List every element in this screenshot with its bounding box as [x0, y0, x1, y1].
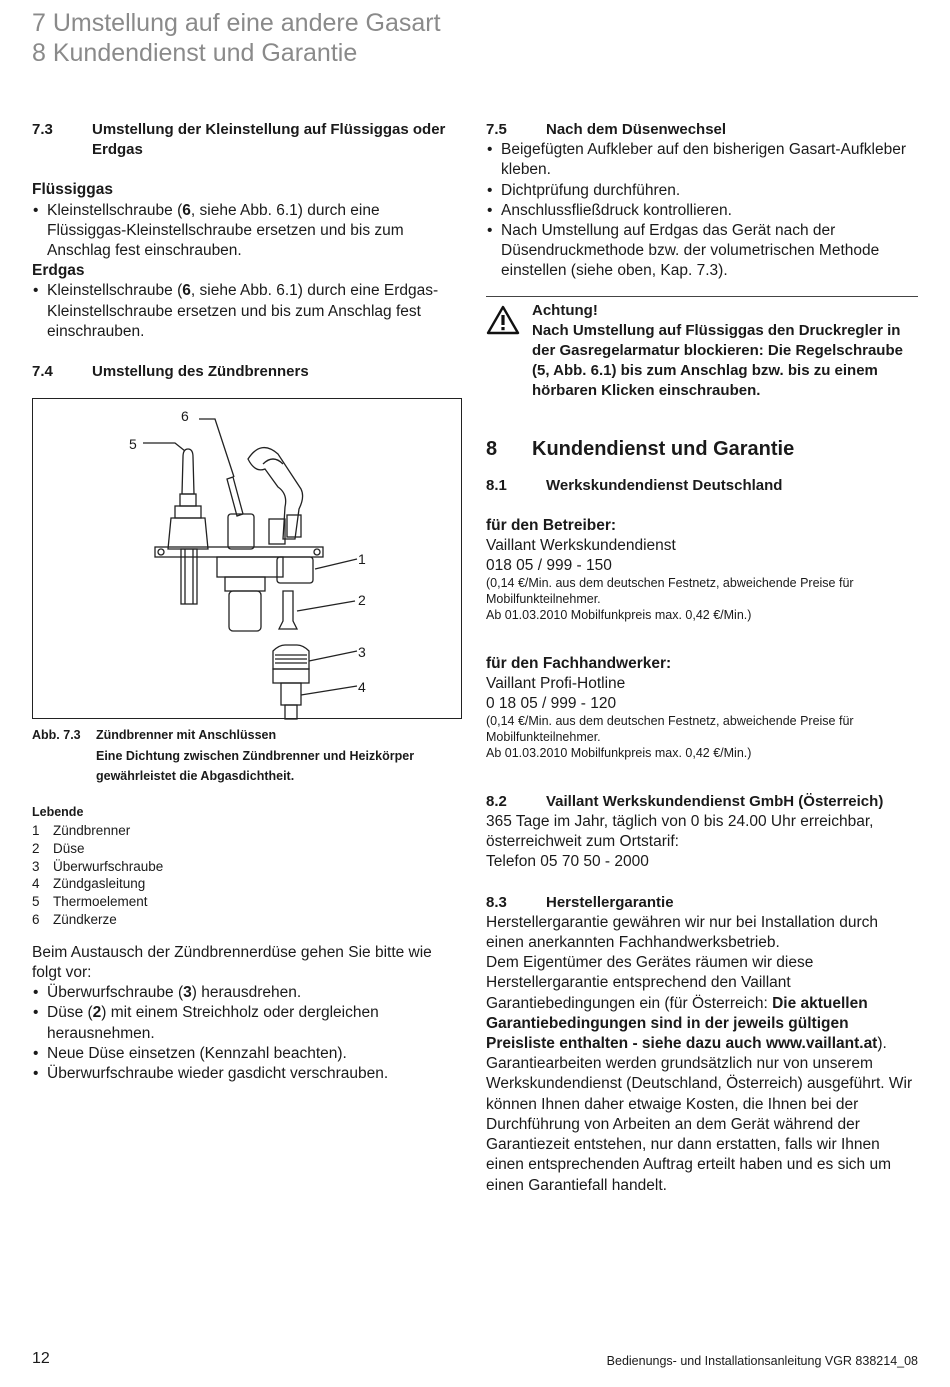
- legend-item: 2 Düse: [32, 840, 85, 856]
- warranty-paragraph-2: Dem Eigentümer des Gerätes räumen wir diese Herstellergarantie entsprechend den Vaillant Garantiebedingungen ein (für Österreich: Die aktuellen Garantiebedingungen sind in der jeweils gültigen Preisliste enthalten - siehe dazu auch www.vaillant.at).: [486, 954, 887, 1053]
- section-number: 8.1: [486, 476, 507, 494]
- section-8-3-heading: [486, 893, 918, 913]
- legend-item: 1 Zündbrenner: [32, 822, 131, 838]
- steps-list: [32, 983, 462, 1084]
- betreiber-note: (0,14 €/Min. aus dem deutschen Festnetz, abweichende Preise für Mobilfunkteilnehmer. Ab 01.03.2010 Mobilfunkpreis max. 0,42 €/Min.): [486, 576, 854, 623]
- section-number: 7.3: [32, 121, 53, 138]
- section-8-2-heading: [486, 792, 918, 812]
- fachhandwerker-phone: 0 18 05 / 999 - 120: [486, 695, 617, 713]
- section-number: 7.5: [486, 121, 507, 138]
- fachhandwerker-name: Vaillant Profi-Hotline: [486, 675, 626, 693]
- section-number: 8.2: [486, 792, 507, 810]
- section-title: Werkskundendienst Deutschland: [546, 476, 783, 494]
- page-number: 12: [32, 1350, 50, 1367]
- legend-item: 3 Überwurfschraube: [32, 858, 164, 874]
- warning-title: Achtung!: [532, 301, 598, 319]
- austria-service-text: 365 Tage im Jahr, täglich von 0 bis 24.00 Uhr erreichbar, österreichweit zum Ortstarif:: [486, 813, 874, 851]
- left-column: [32, 120, 462, 1084]
- section-8-1-heading: [486, 476, 918, 496]
- fluessiggas-title: Flüssiggas: [32, 181, 113, 199]
- section-7-3-heading: [32, 120, 462, 160]
- section-title: Herstellergarantie: [546, 893, 674, 911]
- pilot-burner-drawing: [33, 399, 463, 720]
- legend-item: 4 Zündgasleitung: [32, 876, 146, 892]
- warranty-paragraph-3: Garantiearbeiten werden grundsätzlich nur von unserem Werkskundendienst (Deutschland, Österreich) ausgeführt. Wir können Ihnen daher etwaige Kosten, die Ihnen bei der Durchführung von Arbeiten an dem Gerät während der Garantiezeit entstehen, nur dann erstatten, falls wir Ihnen einen entsprechenden Auftrag erteilt haben und es sich um einen Garantiefall handelt.: [486, 1055, 913, 1194]
- betreiber-title: für den Betreiber:: [486, 516, 617, 534]
- callout-2: 2: [358, 592, 366, 609]
- warranty-paragraph-1: Herstellergarantie gewähren wir nur bei Installation durch einen anerkannten Fachhandwerksbetrieb.: [486, 913, 879, 952]
- erdgas-title: Erdgas: [32, 262, 85, 280]
- after-nozzle-list: [486, 140, 918, 281]
- pilot-burner-figure: [32, 398, 462, 719]
- warning-triangle-icon: [486, 305, 520, 335]
- betreiber-phone: 018 05 / 999 - 150: [486, 557, 612, 575]
- list-item: • Dichtprüfung durchführen.: [486, 181, 918, 201]
- list-item: • Nach Umstellung auf Erdgas das Gerät nach der Düsendruckmethode bzw. der volumetrischen Methode einstellen (siehe oben, Kap. 7.3).: [486, 221, 918, 282]
- austria-service-phone: Telefon 05 70 50 - 2000: [486, 853, 649, 871]
- callout-6: 6: [181, 408, 189, 425]
- callout-1: 1: [358, 551, 366, 568]
- header-line-2: 8 Kundendienst und Garantie: [32, 39, 358, 67]
- section-title: Umstellung der Kleinstellung auf Flüssiggas oder Erdgas: [92, 121, 446, 159]
- section-title: Vaillant Werkskundendienst GmbH (Österreich): [546, 792, 884, 810]
- section-title: Umstellung des Zündbrenners: [92, 363, 309, 381]
- list-item: • Beigefügten Aufkleber auf den bisherigen Gasart-Aufkleber kleben.: [486, 140, 918, 180]
- legend-title: Lebende: [32, 805, 84, 820]
- fachhandwerker-title: für den Fachhandwerker:: [486, 654, 672, 672]
- steps-intro: Beim Austausch der Zündbrennerdüse gehen Sie bitte wie folgt vor:: [32, 943, 432, 981]
- callout-5: 5: [129, 436, 137, 453]
- list-item: • Düse (2) mit einem Streichholz oder dergleichen herausnehmen.: [32, 1003, 462, 1043]
- caption-title: Zündbrenner mit Anschlüssen: [96, 728, 277, 743]
- list-item: • Kleinstellschraube (6, siehe Abb. 6.1) durch eine Flüssiggas-Kleinstellschraube ersetzen und bis zum Anschlag fest einschrauben.: [32, 201, 462, 262]
- section-title: Nach dem Düsenwechsel: [546, 121, 727, 138]
- list-item: • Kleinstellschraube (6, siehe Abb. 6.1) durch eine Erdgas-Kleinstellschraube ersetzen und bis zum Anschlag fest einschrauben.: [32, 281, 462, 342]
- list-item: • Überwurfschraube wieder gasdicht verschrauben.: [32, 1064, 462, 1084]
- legend: [32, 804, 462, 929]
- warning-text: Nach Umstellung auf Flüssiggas den Druckregler in der Gasregelarmatur blockieren: Die Regelschraube (5, Abb. 6.1) bis zum Anschlag bzw. bis zu einem hörbaren Klicken einschrauben.: [532, 321, 903, 400]
- list-item: • Anschlussfließdruck kontrollieren.: [486, 201, 918, 221]
- page-header: [32, 8, 441, 68]
- caption-label: Abb. 7.3: [32, 728, 81, 743]
- right-column: [486, 120, 918, 1196]
- legend-item: 5 Thermoelement: [32, 894, 148, 910]
- header-line-1: 7 Umstellung auf eine andere Gasart: [32, 9, 441, 37]
- list-item: • Neue Düse einsetzen (Kennzahl beachten).: [32, 1044, 462, 1064]
- section-number: 8.3: [486, 893, 507, 911]
- list-item: • Überwurfschraube (3) herausdrehen.: [32, 983, 462, 1003]
- section-number: 8: [486, 437, 498, 460]
- section-number: 7.4: [32, 363, 53, 381]
- figure-caption: [32, 725, 462, 786]
- section-7-4-heading: [32, 362, 462, 382]
- legend-item: 6 Zündkerze: [32, 911, 117, 927]
- section-title: Kundendienst und Garantie: [532, 437, 795, 460]
- caption-text: Eine Dichtung zwischen Zündbrenner und Heizkörper gewährleistet die Abgasdichtheit.: [96, 748, 415, 783]
- erdgas-list: [32, 281, 462, 342]
- callout-3: 3: [358, 644, 366, 661]
- document-reference: Bedienungs- und Installationsanleitung VGR 838214_08: [606, 1354, 918, 1368]
- fluessiggas-list: [32, 201, 462, 262]
- warning-box: [486, 296, 918, 402]
- callout-4: 4: [358, 679, 366, 696]
- betreiber-name: Vaillant Werkskundendienst: [486, 537, 676, 555]
- section-8-heading: [486, 436, 918, 462]
- section-7-5-heading: [486, 120, 918, 140]
- fachhandwerker-note: (0,14 €/Min. aus dem deutschen Festnetz, abweichende Preise für Mobilfunkteilnehmer. Ab 01.03.2010 Mobilfunkpreis max. 0,42 €/Min.): [486, 714, 854, 761]
